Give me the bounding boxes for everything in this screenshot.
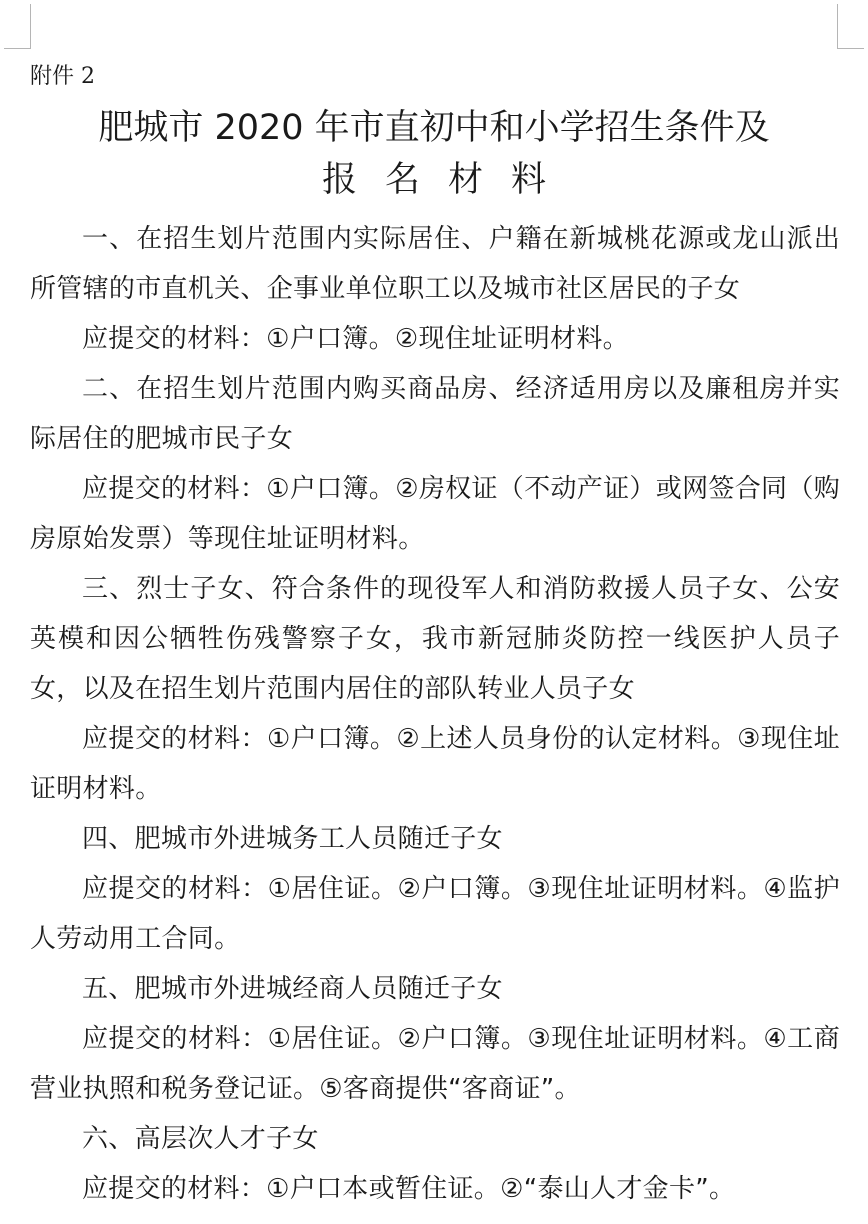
margin-corner-mark-top-left bbox=[4, 4, 31, 49]
attachment-label: 附件 2 bbox=[30, 64, 95, 89]
document-body bbox=[30, 214, 840, 1214]
section-1-materials: 应提交的材料：①户口簿。②现住址证明材料。 bbox=[82, 324, 629, 354]
section-6-materials: 应提交的材料：①户口本或暂住证。②“泰山人才金卡”。 bbox=[82, 1174, 736, 1204]
section-4-materials: 应提交的材料：①居住证。②户口簿。③现住址证明材料。④监护人劳动用工合同。 bbox=[30, 874, 840, 954]
margin-corner-mark-top-right bbox=[837, 4, 864, 49]
section-3-materials: 应提交的材料：①户口簿。②上述人员身份的认定材料。③现住址证明材料。 bbox=[30, 724, 840, 804]
section-1-heading: 一、在招生划片范围内实际居住、户籍在新城桃花源或龙山派出所管辖的市直机关、企事业单位职工以及城市社区居民的子女 bbox=[30, 224, 840, 304]
section-2-heading: 二、在招生划片范围内购买商品房、经济适用房以及廉租房并实际居住的肥城市民子女 bbox=[30, 374, 840, 454]
section-5-heading: 五、肥城市外进城经商人员随迁子女 bbox=[82, 974, 503, 1004]
document-title-line-1: 肥城市 2020 年市直初中和小学招生条件及 bbox=[98, 108, 770, 148]
section-3-heading: 三、烈士子女、符合条件的现役军人和消防救援人员子女、公安英模和因公牺牲伤残警察子女，我市新冠肺炎防控一线医护人员子女，以及在招生划片范围内居住的部队转业人员子女 bbox=[30, 574, 840, 704]
section-5-materials: 应提交的材料：①居住证。②户口簿。③现住址证明材料。④工商营业执照和税务登记证。⑤客商提供“客商证”。 bbox=[30, 1024, 840, 1104]
section-4-heading: 四、肥城市外进城务工人员随迁子女 bbox=[82, 824, 503, 854]
document-title-line-2: 报名材料 bbox=[321, 160, 574, 200]
section-6-heading: 六、高层次人才子女 bbox=[82, 1124, 319, 1154]
section-2-materials: 应提交的材料：①户口簿。②房权证（不动产证）或网签合同（购房原始发票）等现住址证明材料。 bbox=[30, 474, 840, 554]
